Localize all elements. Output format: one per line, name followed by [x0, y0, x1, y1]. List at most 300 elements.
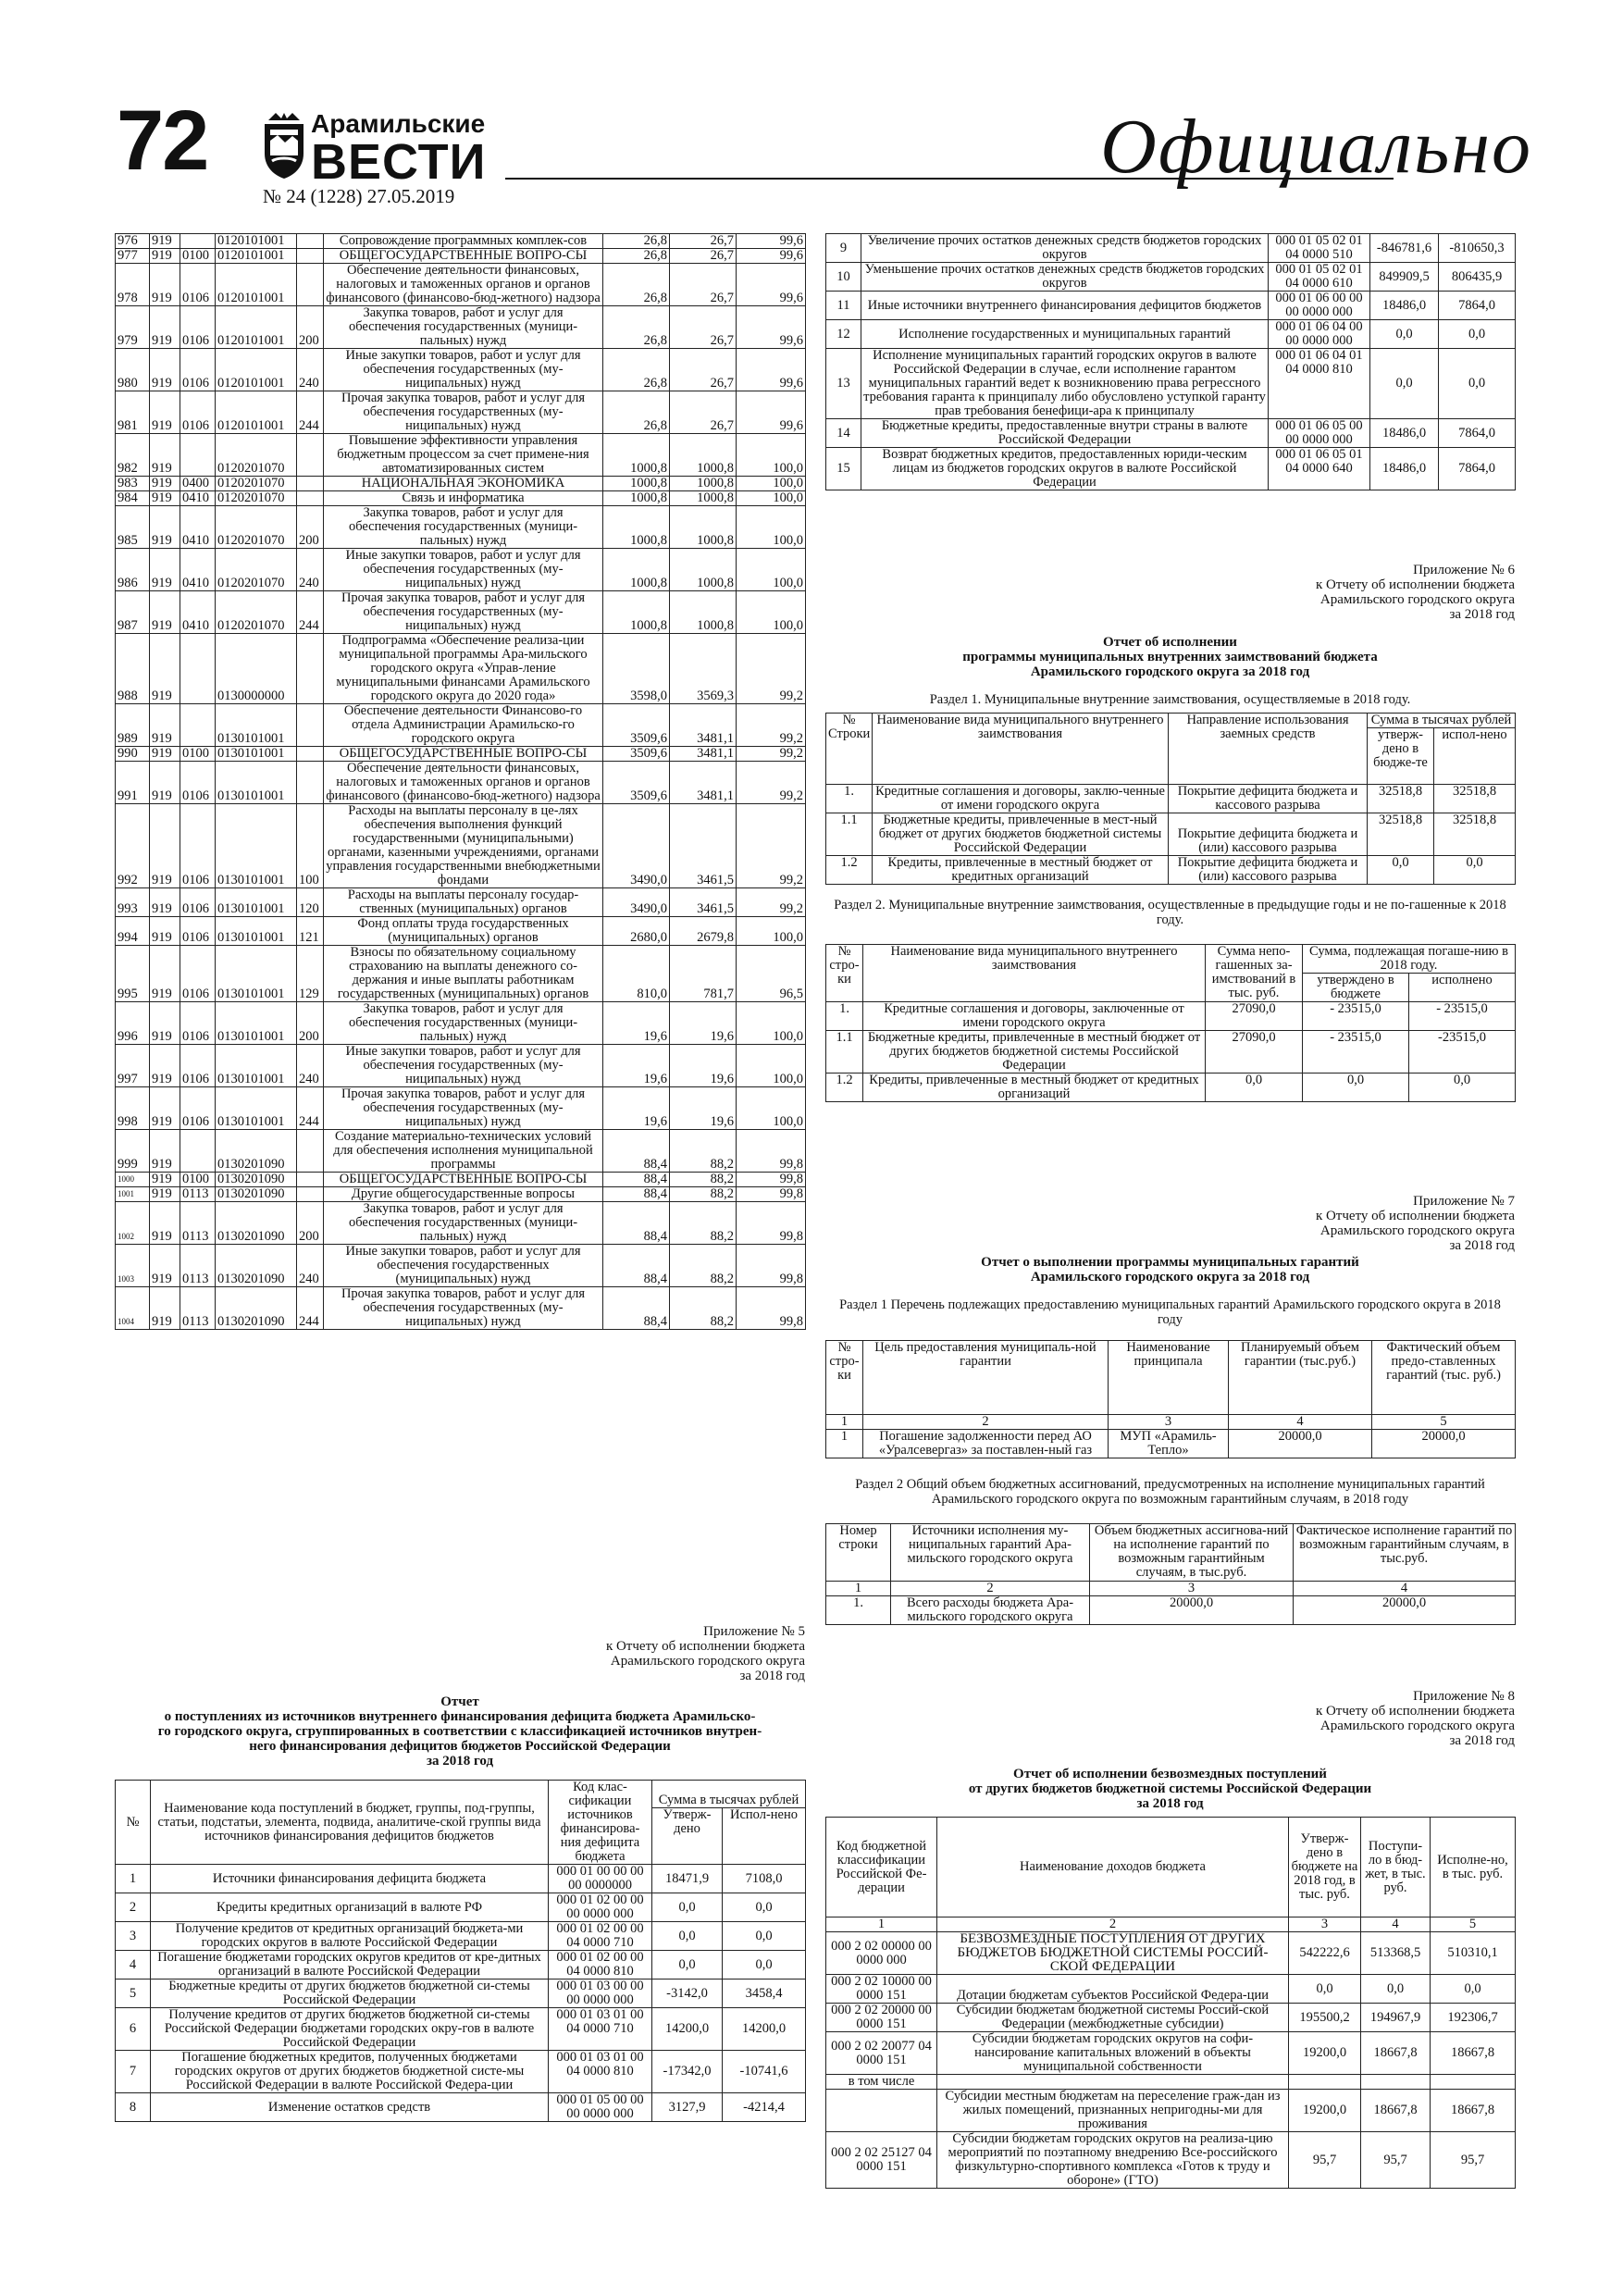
item-name: ОБЩЕГОСУДАРСТВЕННЫЕ ВОПРО-СЫ [324, 747, 603, 762]
unpaid-value: 0,0 [1206, 1074, 1303, 1102]
target-code: 0120201070 [216, 434, 297, 477]
target-code: 0130101001 [216, 1045, 297, 1087]
executed-value: 0,0 [1431, 1975, 1516, 2004]
classification-code: 000 01 06 00 00 00 0000 000 [1269, 292, 1370, 320]
row-number: 1.1 [826, 1031, 863, 1074]
table-row [826, 2075, 1516, 2090]
row-number: 8 [116, 2093, 151, 2122]
planned-value: 3127,9 [652, 2093, 723, 2122]
issue-info: № 24 (1228) 27.05.2019 [263, 185, 455, 207]
table-row [826, 1074, 1516, 1102]
actual-value: 19,6 [670, 1045, 737, 1087]
item-name: Закупка товаров, работ и услуг для обеспечения государственных (муници-пальных) нужд [324, 506, 603, 549]
received-value [1361, 2075, 1431, 2090]
percent-value: 100,0 [737, 549, 806, 591]
transfers-table: Код бюджетной классификации Российской Фе-дерации Наименование доходов бюджета Утверж-дено в бюджете на 2018 год, в тыс. руб. Поступи-ло в бюд-жет, в тыс. руб. Исполне-но, в тыс. руб. 1 2 3 4 5 000 2 02 00000 00 0000 000 БЕЗВОЗМЕЗДНЫЕ ПОСТУПЛЕНИЯ ОТ ДРУГИХ БЮДЖЕТОВ БЮДЖЕТНОЙ СИСТЕМЫ РОССИЙ-СКОЙ ФЕДЕРАЦИИ 542222,6 513368,5 510310,1 000 2 02 10000 00 0000 151 Дотации бюджетам субъектов Российской Федера-ции 0,0 0,0 0,0 000 2 02 20000 00 0000 151 Субсидии бюджетам бюджетной системы Россий-ской Федерации (межбюджетные субсидии) 195500,2 194967,9 192306,7 000 2 02 20077 04 0000 151 Субсидии бюджетам городских округов на софи-нансирование капитальных вложений в объекты муниципальной собственности 19200,0 18667,8 18667,8 в том числе Субсидии местным бюджетам на переселение граж-дан из жилых помещений, признанных непригодны-ми для проживания 19200,0 18667,8 18667,8 000 2 02 25127 04 0000 151 Субсидии бюджетам городских округов на реализа-цию мероприятий по поэтапному внедрению Все-российского физкультурно-спортивного комплекса «Готов к труду и обороне» (ГТО) 95,7 95,7 95,7 [825, 1817, 1516, 2189]
item-name: Кредиты, привлеченные в местный бюджет от кредитных организаций [863, 1074, 1206, 1102]
planned-value: 88,4 [603, 1245, 670, 1287]
expense-type [297, 477, 324, 491]
budget-table [115, 233, 806, 1330]
usage-direction: Покрытие дефицита бюджета и кассового разрыва [1169, 785, 1368, 813]
item-name: Уменьшение прочих остатков денежных средств бюджетов городских округов [861, 263, 1269, 292]
item-name: Кредиты, привлеченные в местный бюджет от кредитных организаций [873, 856, 1169, 885]
planned-value: 26,8 [603, 349, 670, 391]
dept-code: 919 [150, 391, 180, 434]
planned-value: 0,0 [1370, 320, 1439, 349]
expense-type: 244 [297, 391, 324, 434]
row-number: 12 [826, 320, 861, 349]
expense-type: 244 [297, 1287, 324, 1330]
actual-value: 88,2 [670, 1287, 737, 1330]
planned-value: 32518,8 [1368, 813, 1434, 856]
actual-value: 88,2 [670, 1187, 737, 1202]
page-number: 72 [117, 93, 208, 188]
actual-value: 781,7 [670, 946, 737, 1002]
section-code [180, 234, 216, 249]
table-row [116, 1045, 806, 1087]
received-value: 513368,5 [1361, 1932, 1431, 1975]
actual-value: 20000,0 [1294, 1596, 1516, 1625]
actual-value: 88,2 [670, 1245, 737, 1287]
dept-code: 919 [150, 234, 180, 249]
received-value: 0,0 [1361, 1975, 1431, 2004]
target-code: 0130201090 [216, 1173, 297, 1187]
planned-value: 1000,8 [603, 591, 670, 634]
planned-value: 19,6 [603, 1087, 670, 1130]
unpaid-value: 27090,0 [1206, 1031, 1303, 1074]
percent-value: 99,2 [737, 888, 806, 917]
item-name: Расходы на выплаты персоналу государ-ственных (муниципальных) органов [324, 888, 603, 917]
classification-code: 000 01 05 02 01 04 0000 610 [1269, 263, 1370, 292]
section-code: 0106 [180, 1002, 216, 1045]
row-number: 1002 [116, 1202, 150, 1245]
row-number: 1.1 [826, 813, 873, 856]
planned-value: 3509,6 [603, 747, 670, 762]
expense-type: 100 [297, 804, 324, 888]
allocation-value: 20000,0 [1090, 1596, 1294, 1625]
actual-value: 19,6 [670, 1002, 737, 1045]
guarantees-table-2: Номер строки Источники исполнения му-ниципальных гарантий Ара-мильского городского округа Объем бюджетных ассигнова-ний на исполнение гарантий по возможным гарантийным случаям, в тыс.руб. Фактическое исполнение гарантий по возможным гарантийным случаям, в тыс.руб. 1 2 3 4 1. Всего расходы бюджета Ара-мильского городского округа 20000,0 20000,0 [825, 1523, 1516, 1625]
planned-value: 19,6 [603, 1045, 670, 1087]
section-code: 0113 [180, 1245, 216, 1287]
item-name: Иные источники внутреннего финансирования дефицитов бюджетов [861, 292, 1269, 320]
percent-value: 99,8 [737, 1173, 806, 1187]
dept-code: 919 [150, 249, 180, 264]
table-row [116, 1202, 806, 1245]
item-name: Субсидии местным бюджетам на переселение граж-дан из жилых помещений, признанных непригодны-ми для проживания [937, 2090, 1289, 2132]
table-row [116, 234, 806, 249]
row-number: 996 [116, 1002, 150, 1045]
row-number: 990 [116, 747, 150, 762]
item-name: Бюджетные кредиты, привлеченные в местный бюджет от других бюджетов бюджетной системы Российской Федерации [863, 1031, 1206, 1074]
item-name: ОБЩЕГОСУДАРСТВЕННЫЕ ВОПРО-СЫ [324, 249, 603, 264]
principal-name: МУП «Арамиль-Тепло» [1109, 1430, 1229, 1458]
section-code: 0106 [180, 946, 216, 1002]
item-name: Возврат бюджетных кредитов, предоставленных юриди-ческим лицам из бюджетов городских округов в валюте Российской Федерации [861, 448, 1269, 490]
section-title: Официально [1100, 104, 1532, 190]
actual-value: 88,2 [670, 1173, 737, 1187]
planned-value: 19200,0 [1289, 2090, 1361, 2132]
actual-value: 0,0 [723, 1951, 806, 1980]
table-row [116, 634, 806, 704]
expense-type: 120 [297, 888, 324, 917]
appendix-8-ref: Приложение № 8 к Отчету об исполнении бюджета Арамильского городского округа за 2018 год [1315, 1689, 1515, 1748]
dept-code: 919 [150, 1245, 180, 1287]
item-name: Иные закупки товаров, работ и услуг для обеспечения государственных (му-ниципальных) нужд [324, 349, 603, 391]
item-name: Закупка товаров, работ и услуг для обеспечения государственных (муници-пальных) нужд [324, 1202, 603, 1245]
expense-type [297, 491, 324, 506]
percent-value: 100,0 [737, 1002, 806, 1045]
classification-code: 000 01 02 00 00 04 0000 710 [549, 1922, 652, 1951]
item-name: Кредиты кредитных организаций в валюте РФ [151, 1893, 549, 1922]
received-value: 18667,8 [1361, 2032, 1431, 2075]
planned-value: 0,0 [1289, 1975, 1361, 2004]
section-code: 0106 [180, 391, 216, 434]
table-row [826, 1430, 1516, 1458]
classification-code: 000 01 06 04 00 00 0000 000 [1269, 320, 1370, 349]
planned-value: 26,8 [603, 306, 670, 349]
target-code: 0130201090 [216, 1130, 297, 1173]
planned-value: 32518,8 [1368, 785, 1434, 813]
table-row [826, 292, 1516, 320]
actual-value: 3569,3 [670, 634, 737, 704]
row-number: 13 [826, 349, 861, 419]
actual-value: -10741,6 [723, 2051, 806, 2093]
table-row [826, 263, 1516, 292]
target-code: 0120201070 [216, 477, 297, 491]
actual-value: 26,7 [670, 306, 737, 349]
table-row [826, 1031, 1516, 1074]
actual-value: 32518,8 [1434, 813, 1516, 856]
expense-type [297, 762, 324, 804]
target-code: 0130101001 [216, 747, 297, 762]
target-code: 0130101001 [216, 888, 297, 917]
actual-value: 20000,0 [1372, 1430, 1516, 1458]
dept-code: 919 [150, 1287, 180, 1330]
budget-code: 000 2 02 00000 00 0000 000 [826, 1932, 937, 1975]
item-name: Прочая закупка товаров, работ и услуг для обеспечения государственных (му-ниципальных) нужд [324, 1087, 603, 1130]
section-code: 0410 [180, 506, 216, 549]
guarantee-goal: Погашение задолженности перед АО «Уралсевергаз» за поставлен-ный газ [863, 1430, 1109, 1458]
classification-code: 000 01 05 02 01 04 0000 510 [1269, 234, 1370, 263]
coat-of-arms-icon [263, 111, 305, 180]
planned-value: 849909,5 [1370, 263, 1439, 292]
budget-table-block [115, 233, 805, 1330]
executed-value: 18667,8 [1431, 2090, 1516, 2132]
percent-value: 99,6 [737, 391, 806, 434]
actual-value: -23515,0 [1409, 1031, 1516, 1074]
row-number: 993 [116, 888, 150, 917]
dept-code: 919 [150, 264, 180, 306]
section-code [180, 434, 216, 477]
row-number: 999 [116, 1130, 150, 1173]
table-row [826, 448, 1516, 490]
percent-value: 99,6 [737, 234, 806, 249]
section-code: 0400 [180, 477, 216, 491]
classification-code: 000 01 02 00 00 04 0000 810 [549, 1951, 652, 1980]
table-row [116, 491, 806, 506]
actual-value: - 23515,0 [1409, 1002, 1516, 1031]
actual-value: 7864,0 [1439, 292, 1516, 320]
planned-value: 1000,8 [603, 434, 670, 477]
section-code: 0106 [180, 888, 216, 917]
row-number: 977 [116, 249, 150, 264]
brand-main: ВЕСТИ [311, 134, 487, 190]
percent-value: 99,6 [737, 306, 806, 349]
row-number: 1004 [116, 1287, 150, 1330]
table-row [116, 549, 806, 591]
item-name: Кредитные соглашения и договоры, заклю-ченные от имени городского округа [873, 785, 1169, 813]
actual-value: 1000,8 [670, 477, 737, 491]
actual-value: 26,7 [670, 249, 737, 264]
percent-value: 99,8 [737, 1245, 806, 1287]
planned-value: 18471,9 [652, 1865, 723, 1893]
row-number: 982 [116, 434, 150, 477]
expense-type: 244 [297, 1087, 324, 1130]
executed-value [1431, 2075, 1516, 2090]
table-row [826, 2032, 1516, 2075]
item-name: Обеспечение деятельности Финансово-го отдела Администрации Арамильско-го городского округа [324, 704, 603, 747]
target-code: 0130101001 [216, 1087, 297, 1130]
target-code: 0120201070 [216, 491, 297, 506]
item-name: Закупка товаров, работ и услуг для обеспечения государственных (муници-пальных) нужд [324, 1002, 603, 1045]
table-row [116, 1130, 806, 1173]
dept-code: 919 [150, 634, 180, 704]
planned-value: 0,0 [652, 1922, 723, 1951]
classification-code: 000 01 03 01 00 04 0000 710 [549, 2008, 652, 2051]
expense-type [297, 704, 324, 747]
item-name: Исполнение государственных и муниципальных гарантий [861, 320, 1269, 349]
appendix-5-ref: Приложение № 5 к Отчету об исполнении бюджета Арамильского городского округа за 2018 год [605, 1624, 805, 1683]
table-row [116, 747, 806, 762]
row-number: 988 [116, 634, 150, 704]
planned-value: 18486,0 [1370, 292, 1439, 320]
item-name: Погашение бюджетных кредитов, полученных бюджетами городских округов от других бюджетов бюджетной систе-мы Российской Федерации в валюте Российской Федера-ции [151, 2051, 549, 2093]
target-code: 0130101001 [216, 946, 297, 1002]
actual-value: 7864,0 [1439, 448, 1516, 490]
item-name: Получение кредитов от других бюджетов бюджетной си-стемы Российской Федерации бюджетами городских окру-гов в валюте Российской Федерации [151, 2008, 549, 2051]
percent-value: 99,2 [737, 762, 806, 804]
percent-value: 99,8 [737, 1187, 806, 1202]
target-code: 0130201090 [216, 1202, 297, 1245]
table-row [116, 704, 806, 747]
budget-code: 000 2 02 10000 00 0000 151 [826, 1975, 937, 2004]
dept-code: 919 [150, 1087, 180, 1130]
expense-type: 200 [297, 506, 324, 549]
appendix-6-section-2: Раздел 2. Муниципальные внутренние заимствования, осуществленные в предыдущие годы и не по-гашенные к 2018 году. [834, 898, 1506, 927]
item-name: Субсидии бюджетам городских округов на реализа-цию мероприятий по поэтапному внедрению Все-российского физкультурно-спортивного комплекса «Готов к труду и обороне» (ГТО) [937, 2132, 1289, 2189]
planned-value: 88,4 [603, 1187, 670, 1202]
expense-type: 200 [297, 306, 324, 349]
classification-code: 000 01 06 04 01 04 0000 810 [1269, 349, 1370, 419]
section-code: 0106 [180, 1087, 216, 1130]
actual-value: 3481,1 [670, 704, 737, 747]
row-number: 1001 [116, 1187, 150, 1202]
appendix-8 [825, 1689, 1515, 2189]
budget-code [826, 2090, 937, 2132]
section-code: 0113 [180, 1202, 216, 1245]
appendix-7-ref: Приложение № 7 к Отчету об исполнении бюджета Арамильского городского округа за 2018 год [1315, 1194, 1515, 1253]
dept-code: 919 [150, 1045, 180, 1087]
expense-type: 129 [297, 946, 324, 1002]
actual-value: -4214,4 [723, 2093, 806, 2122]
row-number: 997 [116, 1045, 150, 1087]
expense-type [297, 434, 324, 477]
item-name: ОБЩЕГОСУДАРСТВЕННЫЕ ВОПРО-СЫ [324, 1173, 603, 1187]
table-row [116, 2008, 806, 2051]
row-number: 983 [116, 477, 150, 491]
target-code: 0120101001 [216, 306, 297, 349]
dept-code: 919 [150, 306, 180, 349]
row-number: 1 [116, 1865, 151, 1893]
section-code: 0410 [180, 549, 216, 591]
row-number: 992 [116, 804, 150, 888]
target-code: 0130101001 [216, 762, 297, 804]
percent-value: 100,0 [737, 917, 806, 946]
percent-value: 99,6 [737, 249, 806, 264]
planned-value: 1000,8 [603, 491, 670, 506]
percent-value: 100,0 [737, 491, 806, 506]
table-row [116, 506, 806, 549]
table-row [826, 856, 1516, 885]
actual-value: 2679,8 [670, 917, 737, 946]
dept-code: 919 [150, 477, 180, 491]
planned-value: 95,7 [1289, 2132, 1361, 2189]
row-number: 987 [116, 591, 150, 634]
appendix-5 [115, 1624, 805, 2122]
table-row [116, 2051, 806, 2093]
item-name: Дотации бюджетам субъектов Российской Федера-ции [937, 1975, 1289, 2004]
percent-value: 99,2 [737, 804, 806, 888]
table-row [116, 1922, 806, 1951]
item-name: Субсидии бюджетам бюджетной системы Россий-ской Федерации (межбюджетные субсидии) [937, 2004, 1289, 2032]
table-row [116, 804, 806, 888]
item-name: Фонд оплаты труда государственных (муниципальных) органов [324, 917, 603, 946]
actual-value: 3481,1 [670, 762, 737, 804]
actual-value: 0,0 [1434, 856, 1516, 885]
row-number: 979 [116, 306, 150, 349]
section-code: 0106 [180, 349, 216, 391]
table-row [116, 306, 806, 349]
planned-value: 88,4 [603, 1130, 670, 1173]
actual-value: 26,7 [670, 234, 737, 249]
classification-code: 000 01 02 00 00 00 0000 000 [549, 1893, 652, 1922]
section-code: 0113 [180, 1287, 216, 1330]
actual-value: 26,7 [670, 349, 737, 391]
table-row [116, 391, 806, 434]
actual-value: 1000,8 [670, 491, 737, 506]
percent-value: 100,0 [737, 434, 806, 477]
actual-value: 7108,0 [723, 1865, 806, 1893]
item-name: Кредитные соглашения и договоры, заключенные от имени городского округа [863, 1002, 1206, 1031]
item-name: Подпрограмма «Обеспечение реализа-ции муниципальной программы Ара-мильского городского округа «Управ-ление муниципальными финансами Арамильского городского округа до 2020 года» [324, 634, 603, 704]
appendix-6-title: Отчет об исполнении программы муниципальных внутренних заимствований бюджета Арамильского городского округа за 2018 год [962, 635, 1378, 679]
planned-value: 14200,0 [652, 2008, 723, 2051]
table-row [116, 477, 806, 491]
table-row [116, 917, 806, 946]
row-number: 989 [116, 704, 150, 747]
executed-value: 18667,8 [1431, 2032, 1516, 2075]
expense-type: 200 [297, 1202, 324, 1245]
table-row [826, 785, 1516, 813]
expense-type: 240 [297, 349, 324, 391]
target-code: 0130101001 [216, 704, 297, 747]
table-row [116, 888, 806, 917]
item-name: Взносы по обязательному социальному страхованию на выплаты денежного со-держания и иные выплаты работникам государственных (муниципальных) органов [324, 946, 603, 1002]
actual-value: 0,0 [723, 1893, 806, 1922]
planned-value: 3598,0 [603, 634, 670, 704]
row-number: 986 [116, 549, 150, 591]
row-number: 994 [116, 917, 150, 946]
expense-type [297, 634, 324, 704]
expense-type [297, 234, 324, 249]
expense-type [297, 264, 324, 306]
section-code [180, 704, 216, 747]
expense-type [297, 747, 324, 762]
actual-value: 88,2 [670, 1130, 737, 1173]
percent-value: 100,0 [737, 506, 806, 549]
expense-type: 240 [297, 549, 324, 591]
item-name: Повышение эффективности управления бюджетным процессом за счет примене-ния автоматизированных систем [324, 434, 603, 477]
table-row [116, 1187, 806, 1202]
classification-code: 000 01 06 05 00 00 0000 000 [1269, 419, 1370, 448]
classification-code: 000 01 00 00 00 00 0000000 [549, 1865, 652, 1893]
planned-value: 195500,2 [1289, 2004, 1361, 2032]
target-code: 0130000000 [216, 634, 297, 704]
item-name: Бюджетные кредиты, привлеченные в мест-ный бюджет от других бюджетов бюджетной системы Российской Федерации [873, 813, 1169, 856]
classification-code: 000 01 05 00 00 00 0000 000 [549, 2093, 652, 2122]
dept-code: 919 [150, 1187, 180, 1202]
item-name: Обеспечение деятельности финансовых, налоговых и таможенных органов и органов финансового (финансово-бюд-жетного) надзора [324, 762, 603, 804]
appendix-7 [825, 1194, 1515, 1625]
percent-value: 99,6 [737, 264, 806, 306]
expense-type [297, 249, 324, 264]
borrowings-table-2: № стро-ки Наименование вида муниципального внутреннего заимствования Сумма непо-гашенных за-имствований в тыс. руб. Сумма, подлежащая погаше-нию в 2018 году. утверждено в бюджете исполнено 1. Кредитные соглашения и договоры, заключенные от имени городского округа 27090,0 - 23515,0 - 23515,0 1.1 Бюджетные кредиты, привлеченные в местный бюджет от других бюджетов бюджетной системы Российской Федерации 27090,0 - 23515,0 -23515,0 1.2 Кредиты, привлеченные в местный бюджет от кредитных организаций 0,0 0,0 0,0 [825, 944, 1516, 1102]
actual-value: -810650,3 [1439, 234, 1516, 263]
planned-value: 1000,8 [603, 477, 670, 491]
item-name: БЕЗВОЗМЕЗДНЫЕ ПОСТУПЛЕНИЯ ОТ ДРУГИХ БЮДЖЕТОВ БЮДЖЕТНОЙ СИСТЕМЫ РОССИЙ-СКОЙ ФЕДЕРАЦИИ [937, 1932, 1289, 1975]
actual-value: 7864,0 [1439, 419, 1516, 448]
table-row [826, 234, 1516, 263]
table-row [116, 1087, 806, 1130]
section-code: 0106 [180, 917, 216, 946]
item-name: Прочая закупка товаров, работ и услуг для обеспечения государственных (му-ниципальных) нужд [324, 591, 603, 634]
target-code: 0120201070 [216, 591, 297, 634]
table-row [116, 1893, 806, 1922]
item-name: Закупка товаров, работ и услуг для обеспечения государственных (муници-пальных) нужд [324, 306, 603, 349]
planned-value: 0,0 [652, 1893, 723, 1922]
appendix-7-section-2: Раздел 2 Общий объем бюджетных ассигнований, предусмотренных на исполнение муниципальных гарантий Арамильского городского округа по возможным гарантийным случаям, в 2018 году [855, 1477, 1485, 1507]
budget-code: 000 2 02 20000 00 0000 151 [826, 2004, 937, 2032]
classification-code: 000 01 03 01 00 04 0000 810 [549, 2051, 652, 2093]
planned-value: 2680,0 [603, 917, 670, 946]
planned-value: 88,4 [603, 1173, 670, 1187]
section-code [180, 1130, 216, 1173]
table-row [116, 434, 806, 477]
dept-code: 919 [150, 888, 180, 917]
dept-code: 919 [150, 1202, 180, 1245]
brand-top: Арамильские [311, 109, 486, 138]
dept-code: 919 [150, 491, 180, 506]
row-number: 1. [826, 785, 873, 813]
table-row [826, 320, 1516, 349]
item-name: Получение кредитов от кредитных организаций бюджета-ми городских округов в валюте Российской Федерации [151, 1922, 549, 1951]
received-value: 18667,8 [1361, 2090, 1431, 2132]
actual-value: 14200,0 [723, 2008, 806, 2051]
planned-value: 0,0 [1368, 856, 1434, 885]
item-name [937, 2075, 1289, 2090]
planned-value: 19200,0 [1289, 2032, 1361, 2075]
